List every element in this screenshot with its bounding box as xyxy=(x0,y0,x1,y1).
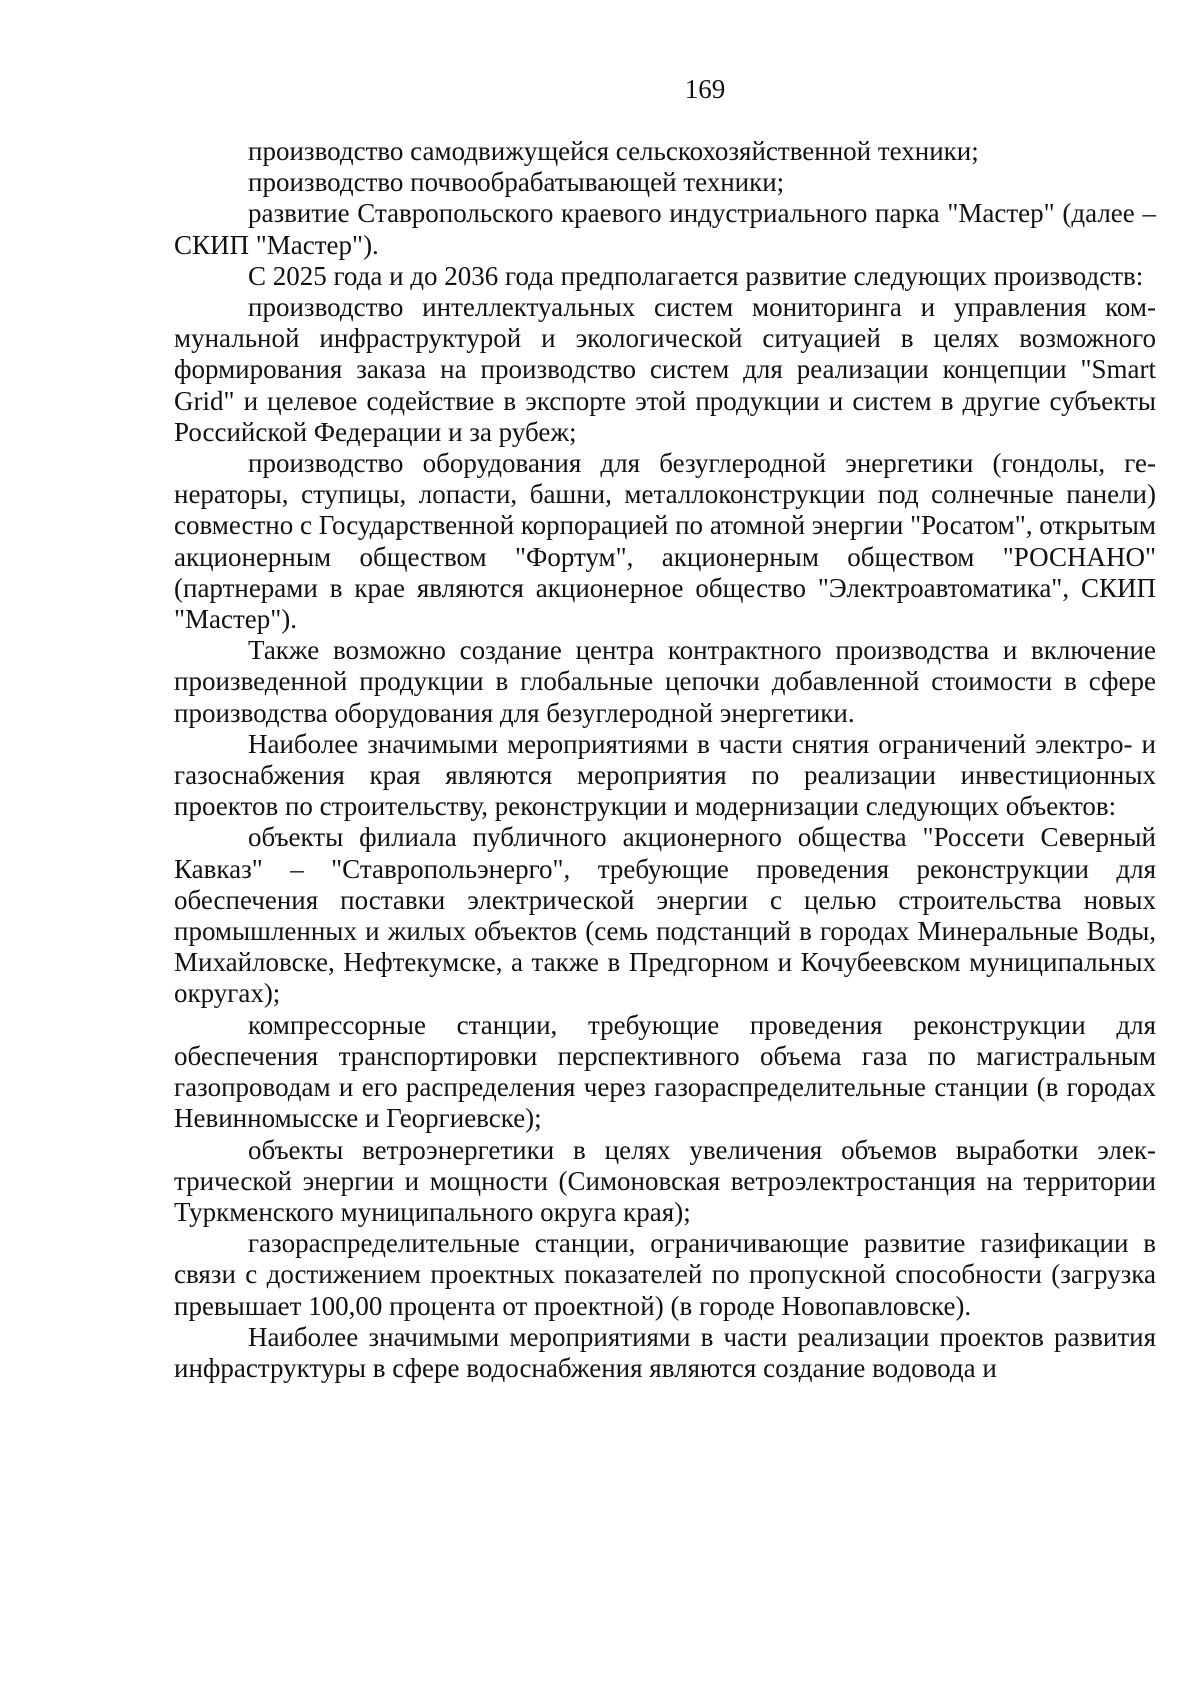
paragraph-self-propelled-machinery: производство самодвижущейся сельскохозяйственной техники; xyxy=(248,136,979,166)
paragraph-compressor-stations: компрессорные станции, требующие проведения реконструкции для обеспечения транспортировки перспективного объема газа по магистральным газопроводам и его распределения через газораспределительные станции (в городах Невинномысске и Георгиевске); xyxy=(174,1009,1156,1134)
body-text xyxy=(174,136,1156,1384)
paragraph-2025-2036-intro: С 2025 года и до 2036 года предполагается развитие следующих производств: xyxy=(248,260,1144,291)
paragraph-gas-distribution: газораспределительные станции, ограничивающие развитие газификации в связи с достижением проектных показателей по пропускной способности (загрузка превышает 100,00 процента от проектной) (в городе Новопавловске). xyxy=(174,1228,1156,1321)
paragraph-tillage-machinery: производство почвообрабатывающей техники; xyxy=(248,167,785,198)
paragraph-contract-manufacturing: Также возможно создание центра контрактного производства и включение произведенной продукции в глобальные цепочки добавленной стоимости в сфере производства оборудования для безуглеродной энергетики. xyxy=(174,635,1156,728)
paragraph-power-gas-measures: Наиболее значимыми мероприятиями в части снятия ограничений электро- и газоснабжения края являются мероприятия по реализации инвестиционных проектов по строительству, реконструкции и модернизации следующих объектов: xyxy=(174,728,1156,822)
paragraph-smart-grid: производство интеллектуальных систем мониторинга и управления коммунальной инфраструктурой и экологической ситуацией в целях возможного формирования заказа на производство систем для реализации концепции "Smart Grid" и целевое содействие в экспорте этой продукции и систем в другие субъекты Российской Федерации и за рубеж; xyxy=(174,292,1156,447)
paragraph-industrial-park: развитие Ставропольского краевого индустриального парка "Мастер" (далее – СКИП "Мастер"). xyxy=(174,198,1156,260)
paragraph-rosseti-substations: объекты филиала публичного акционерного общества "Россети Северный Кавказ" – "Ставропольэнерго", требующие проведения реконструкции для обеспечения поставки электрической энергии с целью строительства новых промышленных и жилых объектов (семь подстанций в городах Минеральные Воды, Михайловске, Нефтекумске, а также в Предгорном и Кочубеевском муниципальных округах); xyxy=(174,822,1156,1009)
paragraph-carbon-free-equipment: производство оборудования для безуглеродной энергетики (гондолы, генераторы, ступицы, лопасти, башни, металлоконструкции под солнечные панели) совместно с Государственной корпорацией по атомной энергии "Росатом", открытым акционерным обществом "Фортум", акционерным обществом "РОСНАНО" (партнерами в крае являются акционерное общество "Электроавтоматика", СКИП "Мастер"). xyxy=(174,448,1156,635)
paragraph-water-supply: Наиболее значимыми мероприятиями в части реализации проектов развития инфраструктуры в сфере водоснабжения являются создание водовода и xyxy=(174,1321,1156,1383)
paragraph-wind-energy: объекты ветроэнергетики в целях увеличения объемов выработки электрической энергии и мощности (Симоновская ветроэлектростанция на территории Туркменского муниципального округа края); xyxy=(174,1134,1156,1227)
page-number: 169 xyxy=(684,74,726,104)
